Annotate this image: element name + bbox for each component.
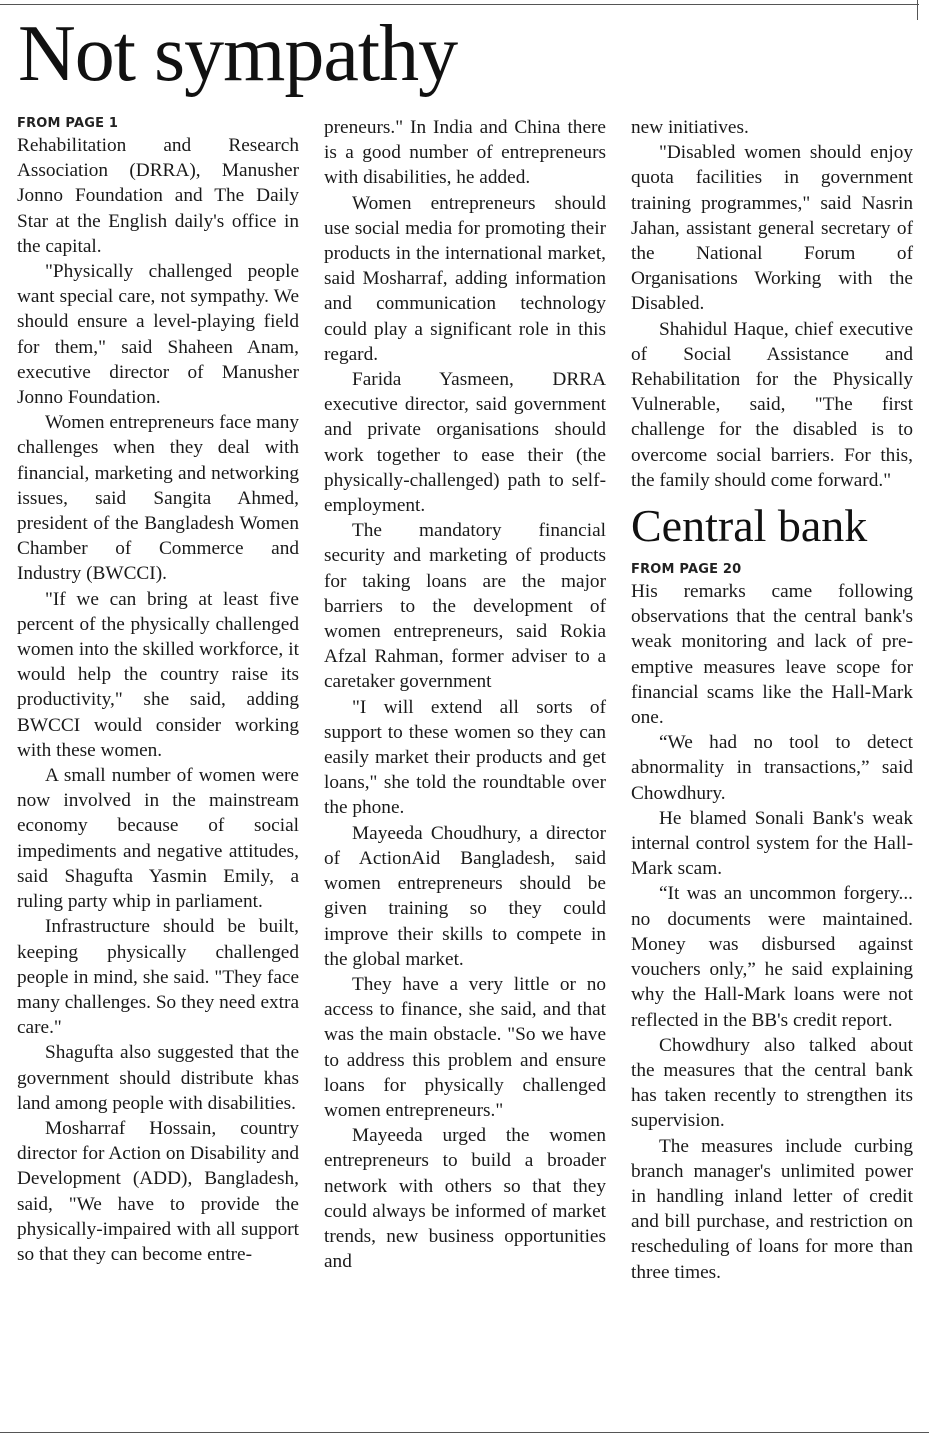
paragraph: "Disabled women should enjoy quota facilities in government training programmes," said Nasrin Jahan, assistant general secretary of the National Forum of Organisations Working with the Disabled. — [631, 142, 913, 315]
paragraph: He blamed Sonali Bank's weak internal control system for the Hall-Mark scam. — [631, 807, 913, 880]
paragraph: preneurs." In India and China there is a good number of entrepreneurs with disabilities, he added. — [324, 117, 606, 189]
paragraph: "I will extend all sorts of support to these women so they can easily market their products and get loans," she told the roundtable over the phone. — [324, 696, 606, 819]
paragraph: The mandatory financial security and marketing of products for taking loans are the major barriers to the development of women entrepreneurs, said Rokia Afzal Rahman, former adviser to a caretaker government — [324, 520, 606, 693]
paragraph: “It was an uncommon forgery... no documents were maintained. Money was disbursed against vouchers only,” he said explaining why the Hall-Mark loans were not reflected in the BB's credit report. — [631, 883, 913, 1031]
paragraph: The measures include curbing branch manager's unlimited power in handling inland letter of credit and bill purchase, and restriction on rescheduling of loans for more than three times. — [631, 1135, 913, 1283]
paragraph: Shahidul Haque, chief executive of Social Assistance and Rehabilitation for the Physically Vulnerable, said, "The first challenge for the disabled is to overcome social barriers. For this, the family should come forward." — [631, 318, 913, 491]
article-column-3 — [631, 115, 913, 1285]
kicker-from-page-20: FROM PAGE 20 — [631, 562, 742, 578]
corner-rule — [917, 0, 918, 20]
paragraph: "Physically challenged people want special care, not sympathy. We should ensure a level-playing field for them," said Shaheen Anam, executive director of Manusher Jonno Foundation. — [17, 261, 299, 409]
headline-not-sympathy: Not sympathy — [18, 10, 458, 98]
paragraph: They have a very little or no access to finance, she said, and that was the main obstacle. "So we have to address this problem and ensure loans for physically challenged women entrepreneurs." — [324, 973, 606, 1121]
top-rule — [0, 4, 919, 5]
paragraph: new initiatives. — [631, 117, 749, 138]
paragraph: Women entrepreneurs should use social media for promoting their products in the international market, said Mosharraf, adding information and communication technology could play a significant role in this regard. — [324, 192, 606, 365]
paragraph: Rehabilitation and Research Association (DRRA), Manusher Jonno Foundation and The Daily Star at the English daily's office in the capital. — [17, 135, 299, 257]
paragraph: Women entrepreneurs face many challenges when they deal with financial, marketing and networking issues, said Sangita Ahmed, president of the Bangladesh Women Chamber of Commerce and Industry (BWCCI). — [17, 412, 299, 585]
paragraph: “We had no tool to detect abnormality in transactions,” said Chowdhury. — [631, 732, 913, 804]
paragraph: Mayeeda Choudhury, a director of ActionAid Bangladesh, said women entrepreneurs should be given training so they could improve their skills to compete in the global market. — [324, 822, 606, 970]
paragraph: Shagufta also suggested that the government should distribute khas land among people with disabilities. — [17, 1042, 299, 1114]
paragraph: Infrastructure should be built, keeping physically challenged people in mind, she said. "They face many challenges. So they need extra care." — [17, 916, 299, 1039]
paragraph: His remarks came following observations that the central bank's weak monitoring and lack of pre-emptive measures leave scope for financial scams like the Hall-Mark one. — [631, 581, 913, 729]
article-column-1 — [17, 115, 299, 1267]
paragraph: "If we can bring at least five percent of the physically challenged women into the skilled workforce, it would help the country raise its productivity," she said, adding BWCCI would consider working with these women. — [17, 588, 299, 761]
bottom-rule — [0, 1432, 929, 1433]
paragraph: Mayeeda urged the women entrepreneurs to build a broader network with others so that they could always be informed of market trends, new business opportunities and — [324, 1125, 606, 1273]
article-column-2 — [324, 115, 606, 1274]
paragraph: Chowdhury also talked about the measures that the central bank has taken recently to strengthen its supervision. — [631, 1034, 913, 1132]
paragraph: Mosharraf Hossain, country director for Action on Disability and Development (ADD), Bangladesh, said, "We have to provide the physically-impaired with all support so that they can become entre- — [17, 1117, 299, 1265]
kicker-from-page-1: FROM PAGE 1 — [17, 116, 119, 131]
paragraph: A small number of women were now involved in the mainstream economy because of social impediments and negative attitudes, said Shagufta Yasmin Emily, a ruling party whip in parliament. — [17, 765, 299, 913]
headline-central-bank: Central bank — [631, 500, 868, 552]
paragraph: Farida Yasmeen, DRRA executive director, said government and private organisations should work together to ease their (the physically-challenged) path to self-employment. — [324, 369, 606, 517]
